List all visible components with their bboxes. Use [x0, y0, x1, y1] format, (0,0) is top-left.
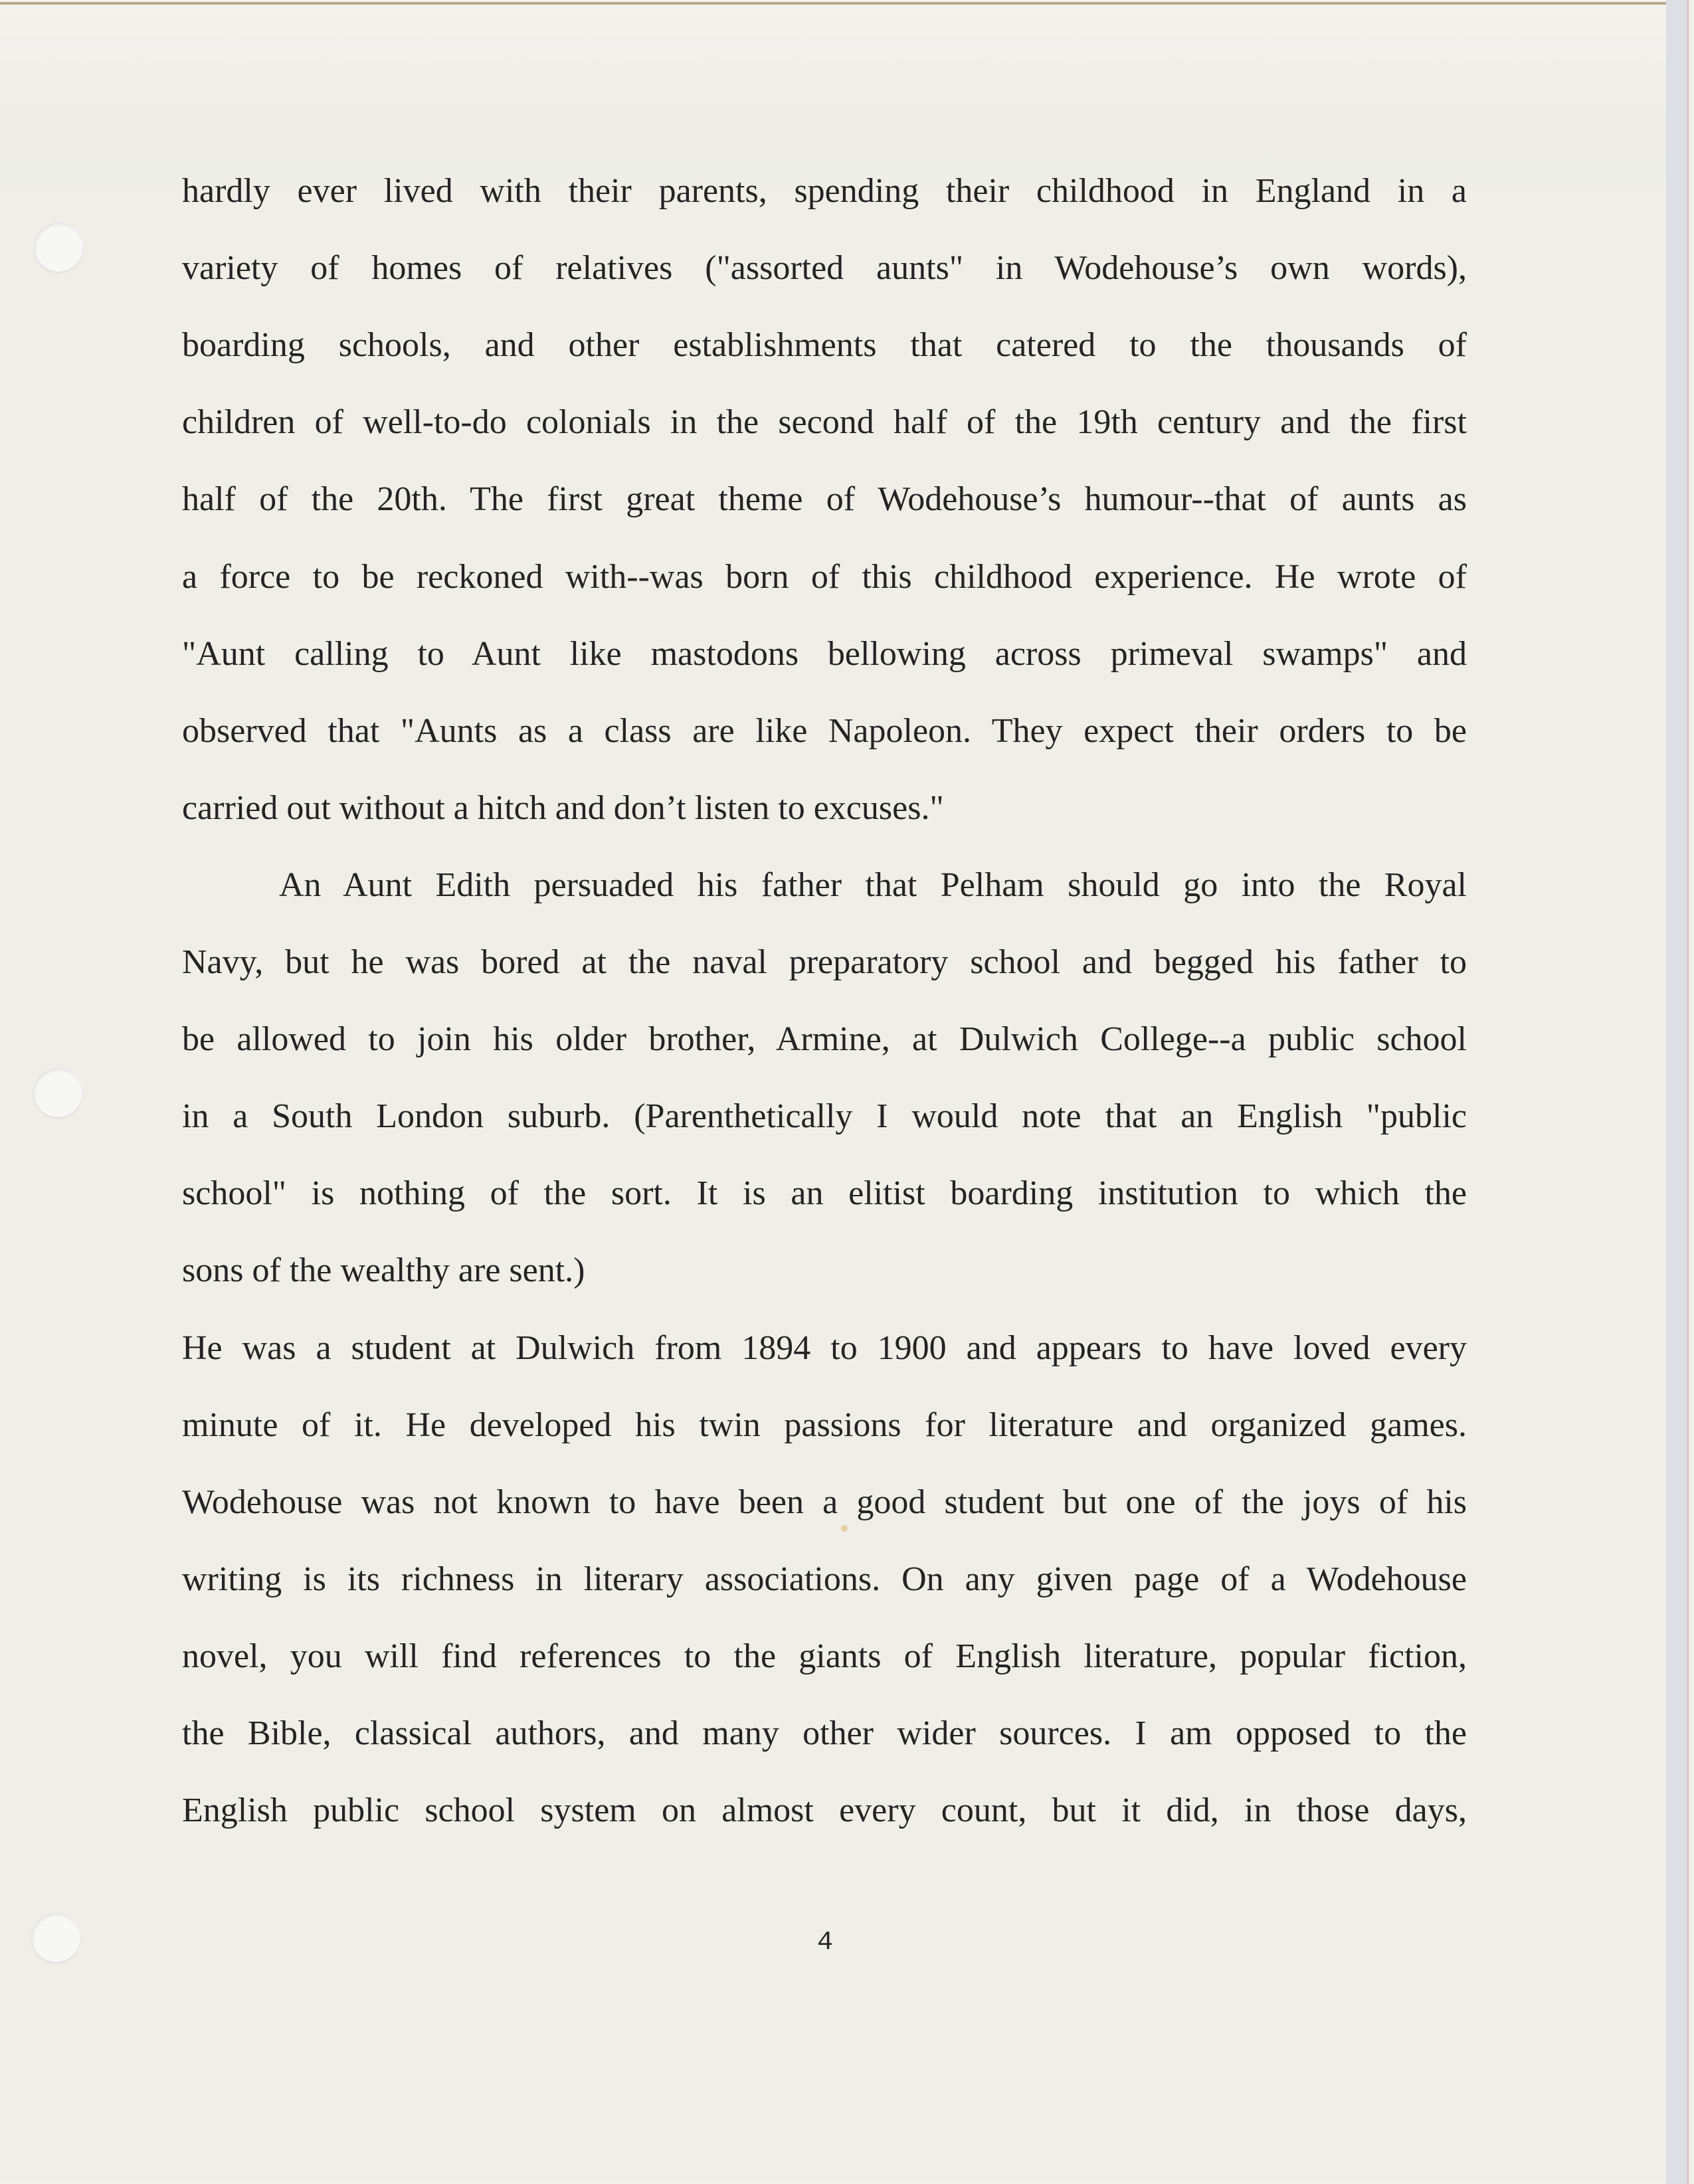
- text-line: minute of it. He developed his twin passions for literature and organized games.: [182, 1406, 1467, 1444]
- text-line: school" is nothing of the sort. It is an elitist boarding institution to which the: [182, 1174, 1467, 1212]
- text-line: the Bible, classical authors, and many other wider sources. I am opposed to the: [182, 1714, 1467, 1752]
- binder-hole-bottom: [31, 1913, 80, 1962]
- text-line: hardly ever lived with their parents, spending their childhood in England in a: [182, 172, 1467, 210]
- text-line: be allowed to join his older brother, Armine, at Dulwich College--a public school: [182, 1020, 1467, 1058]
- binder-hole-top: [34, 223, 83, 272]
- text-line: variety of homes of relatives ("assorted aunts" in Wodehouse’s own words),: [182, 249, 1467, 287]
- text-line: Navy, but he was bored at the naval preparatory school and begged his father to: [182, 943, 1467, 981]
- text-line: He was a student at Dulwich from 1894 to 1900 and appears to have loved every: [182, 1329, 1467, 1367]
- text-line: boarding schools, and other establishments that catered to the thousands of: [182, 326, 1467, 364]
- binder-hole-middle: [33, 1068, 82, 1117]
- text-line: "Aunt calling to Aunt like mastodons bellowing across primeval swamps" and: [182, 635, 1467, 673]
- text-line: a force to be reckoned with--was born of this childhood experience. He wrote of: [182, 558, 1467, 596]
- paper-stain: [841, 1525, 848, 1532]
- text-line: observed that "Aunts as a class are like Napoleon. They expect their orders to be: [182, 712, 1467, 750]
- page-top-edge: [0, 2, 1666, 5]
- text-line: sons of the wealthy are sent.): [182, 1251, 585, 1289]
- text-line: English public school system on almost every count, but it did, in those days,: [182, 1791, 1467, 1829]
- text-line: in a South London suburb. (Parenthetically I would note that an English "public: [182, 1097, 1467, 1135]
- text-line: carried out without a hitch and don’t listen to excuses.": [182, 789, 944, 827]
- text-line: children of well-to-do colonials in the second half of the 19th century and the first: [182, 403, 1467, 441]
- text-line: half of the 20th. The first great theme of Wodehouse’s humour--that of aunts as: [182, 480, 1467, 518]
- scanner-margin: [1689, 0, 1694, 2184]
- scanner-border: [1666, 0, 1687, 2184]
- text-line: novel, you will find references to the giants of English literature, popular fiction,: [182, 1637, 1467, 1675]
- text-line: writing is its richness in literary associations. On any given page of a Wodehouse: [182, 1560, 1467, 1598]
- text-line: Wodehouse was not known to have been a good student but one of the joys of his: [182, 1483, 1467, 1521]
- page-number: 4: [816, 1928, 833, 1957]
- text-line: An Aunt Edith persuaded his father that Pelham should go into the Royal: [279, 866, 1467, 904]
